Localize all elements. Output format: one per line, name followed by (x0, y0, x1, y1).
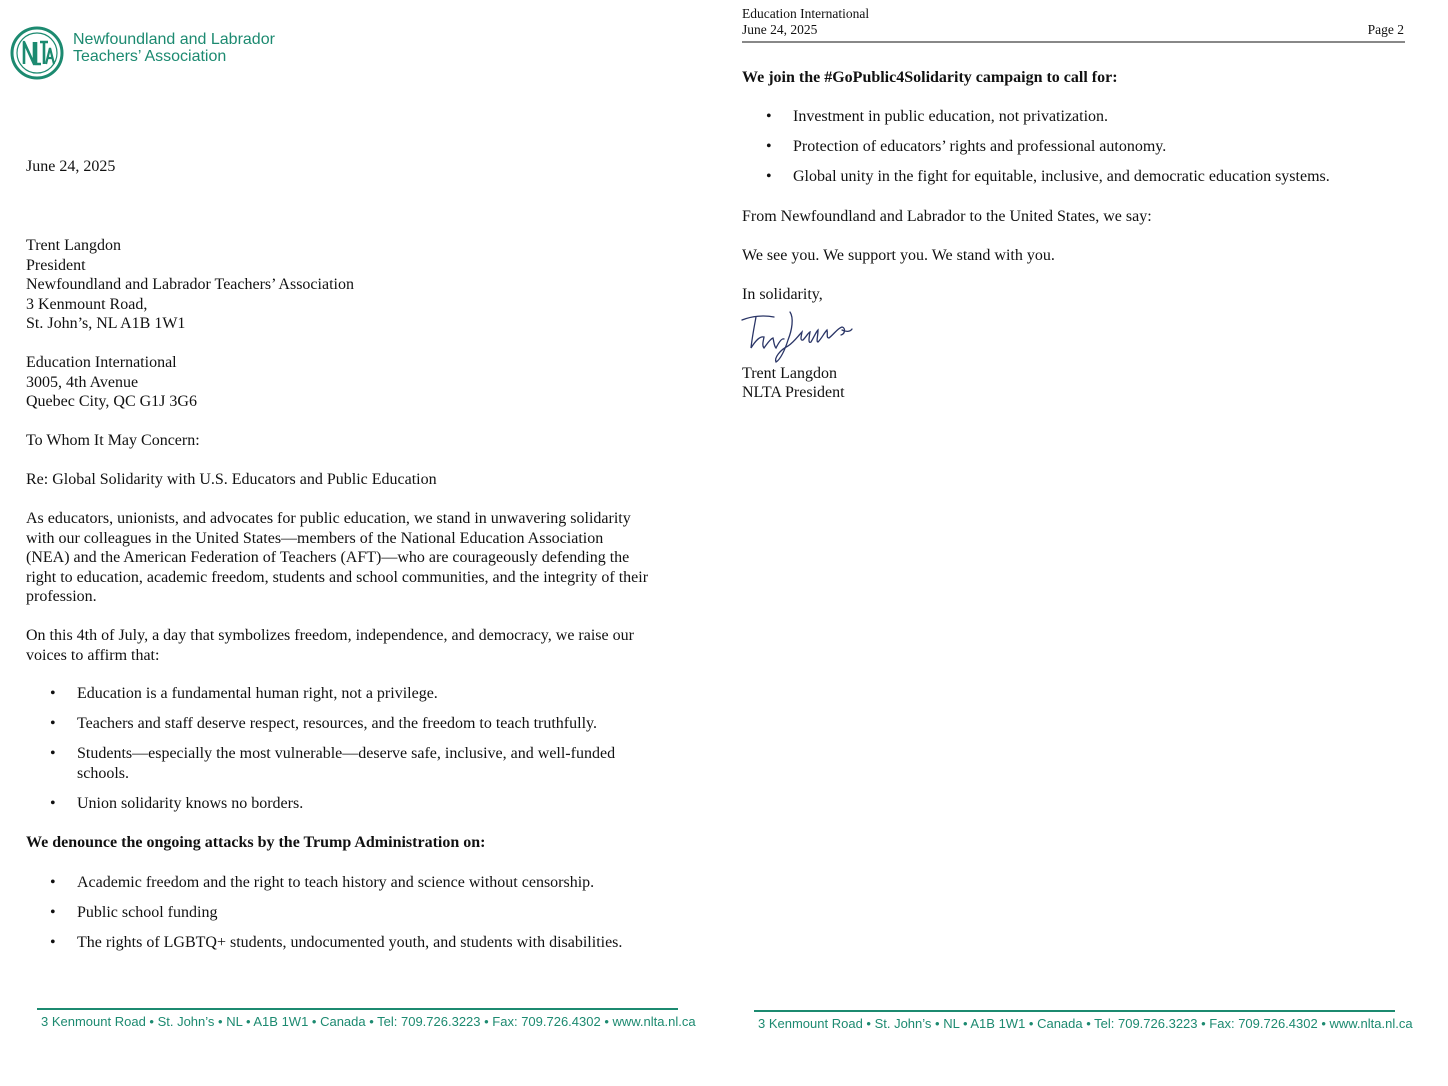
bullet-icon: • (766, 168, 772, 185)
bullet-icon: • (50, 745, 56, 762)
paragraph-line: As educators, unionists, and advocates for public education, we stand in unwavering solidarity (26, 510, 631, 527)
handwritten-signature (738, 306, 854, 366)
bullet-icon: • (50, 795, 56, 812)
recipient-line: Quebec City, QC G1J 3G6 (26, 393, 197, 410)
running-header-date: June 24, 2025 (742, 22, 818, 37)
footer-rule (37, 1008, 678, 1010)
sender-line: Newfoundland and Labrador Teachers’ Association (26, 276, 354, 293)
list-item-text-continued: schools. (77, 764, 129, 782)
list-item-text: Academic freedom and the right to teach history and science without censorship. (77, 874, 595, 891)
recipient-address (26, 353, 197, 412)
paragraph-line: right to education, academic freedom, students and school communities, and the integrity of their (26, 568, 649, 586)
support-line: We see you. We support you. We stand with you. (742, 247, 1055, 264)
bullet-icon: • (50, 874, 56, 891)
sender-line: President (26, 256, 86, 274)
logo-wordmark (73, 31, 275, 65)
list-item-text: Protection of educators’ rights and professional autonomy. (793, 138, 1167, 155)
paragraph-line: On this 4th of July, a day that symbolizes freedom, independence, and democracy, we raise our (26, 627, 634, 644)
running-header-page: Page 2 (1367, 22, 1404, 37)
sender-line: St. John’s, NL A1B 1W1 (26, 315, 186, 332)
bullet-icon: • (766, 138, 772, 155)
paragraph-line: profession. (26, 588, 97, 605)
paragraph-line: with our colleagues in the United States—members of the National Education Association (26, 529, 604, 547)
nlta-logo-mark (10, 26, 64, 80)
bullet-icon: • (50, 904, 56, 921)
list-item-text: Students—especially the most vulnerable—deserve safe, inclusive, and well-funded (77, 745, 616, 762)
list-item-text: Teachers and staff deserve respect, resources, and the freedom to teach truthfully. (77, 715, 597, 732)
subject-line: Re: Global Solidarity with U.S. Educators and Public Education (26, 471, 437, 488)
sender-line: Trent Langdon (26, 237, 121, 254)
list-item-text: Investment in public education, not privatization. (793, 108, 1109, 125)
list-item-text: The rights of LGBTQ+ students, undocumented youth, and students with disabilities. (77, 934, 623, 951)
list-item-text: Education is a fundamental human right, not a privilege. (77, 685, 438, 702)
bullet-icon: • (50, 715, 56, 732)
bullet-icon: • (50, 934, 56, 951)
logo-text-line1: Newfoundland and Labrador (73, 31, 275, 48)
bullet-icon: • (766, 108, 772, 125)
recipient-line: 3005, 4th Avenue (26, 373, 139, 391)
bullet-icon: • (50, 685, 56, 702)
logo-text-line2: Teachers’ Association (73, 48, 227, 65)
list-item-text: Union solidarity knows no borders. (77, 795, 304, 812)
paragraph-line: (NEA) and the American Federation of Teachers (AFT)—who are courageously defending the (26, 549, 630, 566)
list-item-text: Global unity in the fight for equitable, inclusive, and democratic education systems. (793, 168, 1330, 185)
denounce-heading: We denounce the ongoing attacks by the Trump Administration on: (26, 834, 486, 851)
list-item-text: Public school funding (77, 904, 218, 921)
paragraph-line: voices to affirm that: (26, 646, 160, 664)
paragraph-july-4 (26, 626, 634, 665)
header-rule (742, 41, 1405, 43)
closing: In solidarity, (742, 286, 823, 303)
footer-address: 3 Kenmount Road • St. John’s • NL • A1B 1W1 • Canada • Tel: 709.726.3223 • Fax: 709.726.4302 • www.nlta.nl.ca (41, 1014, 696, 1029)
signature-title: NLTA President (742, 384, 845, 401)
recipient-line: Education International (26, 354, 177, 371)
paragraph-solidarity (26, 509, 648, 607)
signature-name: Trent Langdon (742, 365, 837, 382)
sender-address (26, 236, 354, 334)
footer-address: 3 Kenmount Road • St. John’s • NL • A1B 1W1 • Canada • Tel: 709.726.3223 • Fax: 709.726.4302 • www.nlta.nl.ca (758, 1016, 1413, 1031)
running-header-org: Education International (742, 6, 870, 21)
from-line: From Newfoundland and Labrador to the United States, we say: (742, 208, 1152, 225)
footer-rule (754, 1010, 1395, 1012)
letter-date: June 24, 2025 (26, 158, 116, 175)
sender-line: 3 Kenmount Road, (26, 295, 148, 313)
letter-page-2 (724, 0, 1448, 1086)
salutation: To Whom It May Concern: (26, 432, 200, 449)
campaign-heading: We join the #GoPublic4Solidarity campaign to call for: (742, 69, 1118, 86)
